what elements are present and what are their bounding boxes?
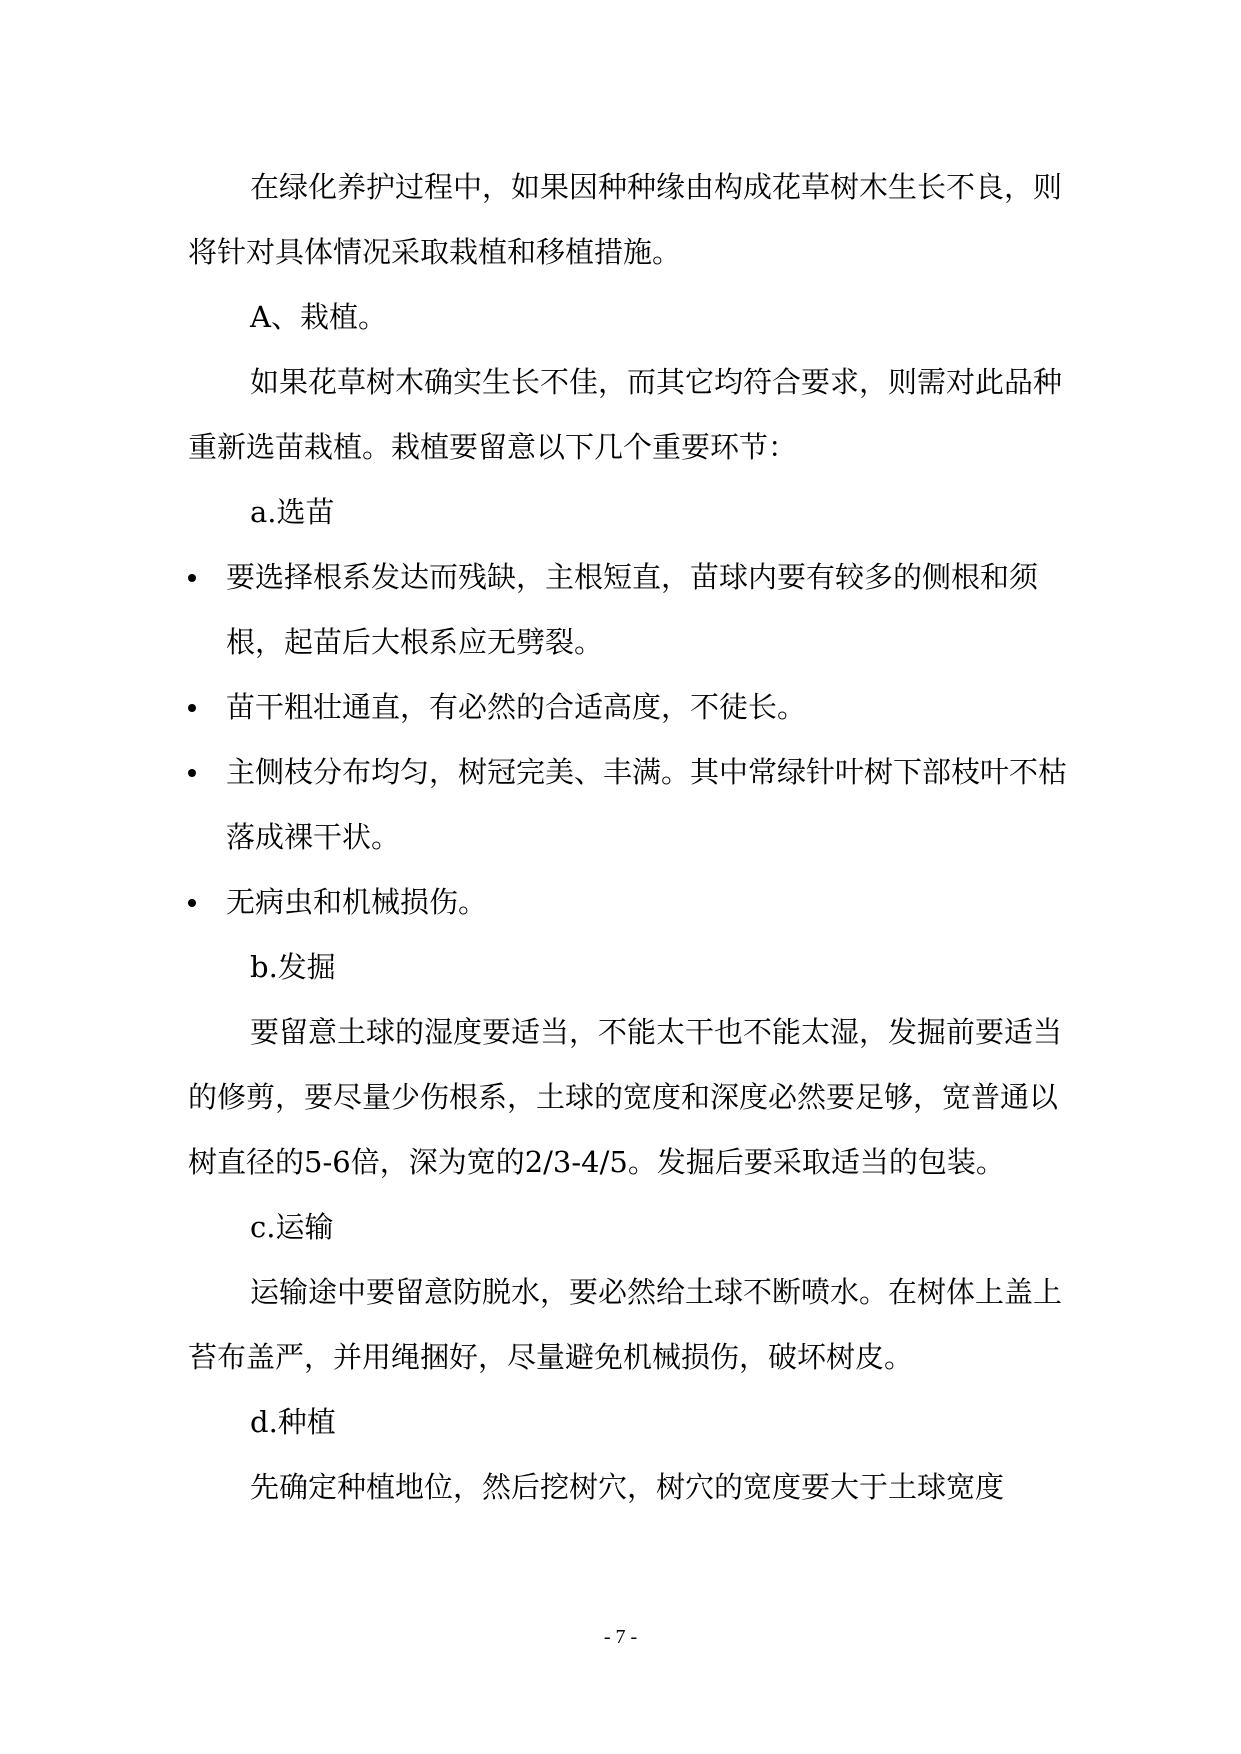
paragraph-planting: 如果花草树木确实生长不佳，而其它均符合要求，则需对此品种重新选苗栽植。栽植要留意以下几个重要环节： (188, 365, 1063, 464)
paragraph-intro: 在绿化养护过程中，如果因种种缘由构成花草树木生长不良，则将针对具体情况采取栽植和移植措施。 (188, 170, 1063, 269)
paragraph-transport: 运输途中要留意防脱水，要必然给土球不断喷水。在树体上盖上苔布盖严，并用绳捆好，尽量避免机械损伤，破坏树皮。 (188, 1275, 1063, 1374)
paragraph-planting-step: 先确定种植地位，然后挖树穴，树穴的宽度要大于土球宽度 (250, 1470, 1005, 1504)
document-body (188, 155, 1068, 1520)
bullet-text: 主侧枝分布均匀，树冠完美、丰满。其中常绿针叶树下部枝叶不枯落成裸干状。 (226, 755, 1068, 854)
bullet-text: 苗干粗壮通直，有必然的合适高度，不徒长。 (226, 690, 807, 724)
bullet-item (188, 545, 1068, 675)
bullet-item (188, 740, 1068, 870)
heading-seedling-selection: a.选苗 (250, 495, 335, 529)
heading-planting-step: d.种植 (250, 1405, 336, 1439)
page-number: - 7 - (603, 1626, 638, 1648)
heading-transport: c.运输 (250, 1210, 334, 1244)
heading-planting: A、栽植。 (250, 300, 387, 334)
bullet-item (188, 870, 1068, 935)
heading-excavation: b.发掘 (250, 950, 336, 984)
bullet-dot-icon (188, 704, 196, 712)
bullet-text: 无病虫和机械损伤。 (226, 885, 488, 919)
paragraph-excavation: 要留意土球的湿度要适当，不能太干也不能太湿，发掘前要适当的修剪，要尽量少伤根系，土球的宽度和深度必然要足够，宽普通以树直径的5-6倍，深为宽的2/3-4/5。发掘后要采取适当的包装。 (188, 1015, 1063, 1179)
bullet-dot-icon (188, 574, 196, 582)
bullet-dot-icon (188, 899, 196, 907)
bullet-text: 要选择根系发达而残缺，主根短直，苗球内要有较多的侧根和须根，起苗后大根系应无劈裂。 (226, 560, 1039, 659)
bullet-item (188, 675, 1068, 740)
bullet-dot-icon (188, 769, 196, 777)
